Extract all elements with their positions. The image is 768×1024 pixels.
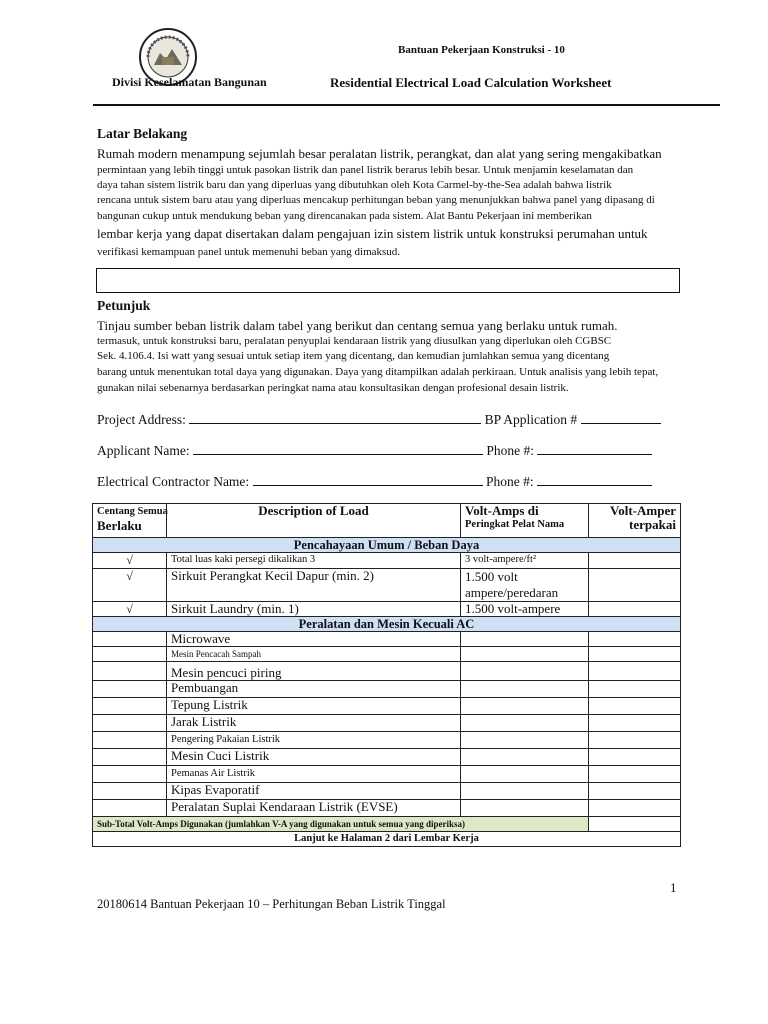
table-row — [93, 553, 681, 569]
check-cell[interactable] — [93, 732, 167, 749]
nameplate-va: 3 volt-ampere/ft² — [461, 553, 589, 569]
project-address-row — [97, 411, 661, 428]
check-cell[interactable] — [93, 766, 167, 783]
nameplate-va-input[interactable] — [461, 681, 589, 698]
division-name: Divisi Keselamatan Bangunan — [112, 75, 267, 89]
used-va-input[interactable] — [589, 749, 681, 766]
background-line: daya tahan sistem listrik baru dan yang diperluas yang dibutuhkan oleh Kota Carmel-by-the-Sea adalah bahwa listrik — [97, 179, 612, 191]
background-line: rencana untuk sistem baru atau yang diperluas mencakup perhitungan beban yang menunjukkan bahwa panel yang dipasang di — [97, 194, 655, 206]
load-description: Mesin pencuci piring — [167, 662, 461, 681]
continued-row — [93, 832, 681, 847]
applicant-name-input[interactable] — [193, 442, 483, 455]
nameplate-va-input[interactable] — [461, 766, 589, 783]
table-row — [93, 732, 681, 749]
subtotal-input[interactable] — [589, 817, 681, 832]
nameplate-va-input[interactable] — [461, 698, 589, 715]
table-row — [93, 647, 681, 662]
nameplate-va: 1.500 volt-ampere — [461, 602, 589, 617]
load-description: Total luas kaki persegi dikalikan 3 — [167, 553, 461, 569]
table-row — [93, 632, 681, 647]
nameplate-va-input[interactable] — [461, 749, 589, 766]
nameplate-va: 1.500 volt ampere/peredaran — [461, 569, 589, 602]
table-row — [93, 662, 681, 681]
used-va-input[interactable] — [589, 732, 681, 749]
description-header: Description of Load — [167, 504, 461, 538]
project-address-input[interactable] — [189, 411, 481, 424]
nameplate-va-input[interactable] — [461, 632, 589, 647]
used-va-input[interactable] — [589, 662, 681, 681]
table-row — [93, 681, 681, 698]
continued-note: Lanjut ke Halaman 2 dari Lembar Kerja — [93, 832, 681, 847]
used-va-input[interactable] — [589, 681, 681, 698]
instructions-line: termasuk, untuk konstruksi baru, peralatan penyuplai kendaraan listrik yang diusulkan yang diperlukan oleh CGBSC — [97, 335, 612, 347]
nameplate-va-input[interactable] — [461, 715, 589, 732]
header-divider — [93, 104, 720, 106]
table-row — [93, 602, 681, 617]
applicant-row — [97, 442, 652, 459]
load-description: Mesin Pencacah Sampah — [167, 647, 461, 662]
used-va-input[interactable] — [589, 800, 681, 817]
instructions-line: barang untuk menentukan total daya yang digunakan. Daya yang ditampilkan adalah perkiraan. Untuk analisis yang lebih tepat, — [97, 366, 659, 378]
load-description: Mesin Cuci Listrik — [167, 749, 461, 766]
table-row — [93, 783, 681, 800]
bp-application-label: BP Application # — [484, 412, 578, 427]
section-row: Peralatan dan Mesin Kecuali AC — [93, 617, 681, 632]
load-description: Sirkuit Laundry (min. 1) — [167, 602, 461, 617]
contractor-row — [97, 473, 652, 490]
table-row — [93, 800, 681, 817]
nameplate-va-input[interactable] — [461, 647, 589, 662]
applicant-phone-input[interactable] — [537, 442, 652, 455]
check-cell[interactable] — [93, 715, 167, 732]
load-description: Pemanas Air Listrik — [167, 766, 461, 783]
applicant-name-label: Applicant Name: — [97, 443, 190, 458]
work-aid-number: Bantuan Pekerjaan Konstruksi - 10 — [398, 44, 565, 56]
used-header: Volt-Amper terpakai — [589, 504, 681, 538]
table-row — [93, 569, 681, 602]
background-line: lembar kerja yang dapat disertakan dalam pengajuan izin sistem listrik untuk konstruksi perumahan untuk — [97, 226, 648, 241]
nameplate-va-input[interactable] — [461, 783, 589, 800]
load-description: Tepung Listrik — [167, 698, 461, 715]
background-line: permintaan yang lebih tinggi untuk pasokan listrik dan panel listrik berarus lebih besar. Untuk menjamin keselamatan dan — [97, 164, 634, 176]
check-cell[interactable] — [93, 749, 167, 766]
used-va-input[interactable] — [589, 553, 681, 569]
check-cell[interactable]: √ — [93, 602, 167, 617]
load-description: Sirkuit Perangkat Kecil Dapur (min. 2) — [167, 569, 461, 602]
table-row — [93, 715, 681, 732]
table-row — [93, 766, 681, 783]
load-description: Jarak Listrik — [167, 715, 461, 732]
load-description: Microwave — [167, 632, 461, 647]
background-line: Rumah modern menampung sejumlah besar peralatan listrik, perangkat, dan alat yang sering mengakibatkan — [97, 146, 662, 161]
load-description: Peralatan Suplai Kendaraan Listrik (EVSE) — [167, 800, 461, 817]
nameplate-va-input[interactable] — [461, 800, 589, 817]
instructions-line: Sek. 4.106.4. Isi watt yang sesuai untuk setiap item yang dicentang, dan kemudian jumlahkan semua yang dicentang — [97, 350, 610, 362]
instructions-line: Tinjau sumber beban listrik dalam tabel yang berikut dan centang semua yang berlaku untuk rumah. — [97, 318, 618, 333]
worksheet-title: Residential Electrical Load Calculation Worksheet — [330, 75, 612, 90]
subtotal-row — [93, 817, 681, 832]
used-va-input[interactable] — [589, 766, 681, 783]
background-line: bangunan cukup untuk mendukung beban yang direncanakan pada sistem. Alat Bantu Pekerjaan ini memberikan — [97, 210, 592, 222]
table-header-row — [93, 504, 681, 538]
check-cell[interactable] — [93, 662, 167, 681]
project-address-label: Project Address: — [97, 412, 186, 427]
used-va-input[interactable] — [589, 602, 681, 617]
contractor-phone-input[interactable] — [537, 473, 652, 486]
bp-application-input[interactable] — [581, 411, 661, 424]
used-va-input[interactable] — [589, 783, 681, 800]
page-number: 1 — [670, 880, 677, 895]
load-description: Pengering Pakaian Listrik — [167, 732, 461, 749]
used-va-input[interactable] — [589, 569, 681, 602]
applicant-phone-label: Phone #: — [486, 443, 534, 458]
check-cell[interactable] — [93, 632, 167, 647]
instructions-line: gunakan nilai sebenarnya berdasarkan peringkat nama atau konsultasikan dengan profesional desain listrik. — [97, 382, 569, 394]
check-cell[interactable]: √ — [93, 569, 167, 602]
check-cell[interactable] — [93, 681, 167, 698]
contractor-name-input[interactable] — [253, 473, 483, 486]
document-footer: 20180614 Bantuan Pekerjaan 10 – Perhitungan Beban Listrik Tinggal — [97, 897, 446, 911]
nameplate-va-input[interactable] — [461, 662, 589, 681]
used-va-input[interactable] — [589, 632, 681, 647]
load-table — [92, 503, 681, 847]
contractor-phone-label: Phone #: — [485, 474, 534, 489]
used-va-input[interactable] — [589, 647, 681, 662]
used-va-input[interactable] — [589, 715, 681, 732]
contractor-name-label: Electrical Contractor Name: — [97, 474, 250, 489]
blank-entry-box[interactable] — [96, 268, 680, 293]
check-cell[interactable] — [93, 647, 167, 662]
instructions-heading: Petunjuk — [97, 298, 151, 313]
check-cell[interactable]: √ — [93, 553, 167, 569]
check-cell[interactable] — [93, 800, 167, 817]
check-cell[interactable] — [93, 783, 167, 800]
background-line: verifikasi kemampuan panel untuk memenuhi beban yang dimaksud. — [97, 246, 401, 258]
nameplate-header: Volt-Amps di Peringkat Pelat Nama — [461, 504, 589, 538]
subtotal-label: Sub-Total Volt-Amps Digunakan (jumlahkan V-A yang digunakan untuk semua yang diperiksa) — [93, 817, 589, 832]
used-va-input[interactable] — [589, 698, 681, 715]
section-row: Pencahayaan Umum / Beban Daya — [93, 538, 681, 553]
table-row — [93, 698, 681, 715]
background-heading: Latar Belakang — [97, 126, 188, 141]
table-row — [93, 749, 681, 766]
load-description: Kipas Evaporatif — [167, 783, 461, 800]
check-header: Centang Semua Berlaku — [93, 504, 167, 538]
check-cell[interactable] — [93, 698, 167, 715]
nameplate-va-input[interactable] — [461, 732, 589, 749]
load-description: Pembuangan — [167, 681, 461, 698]
